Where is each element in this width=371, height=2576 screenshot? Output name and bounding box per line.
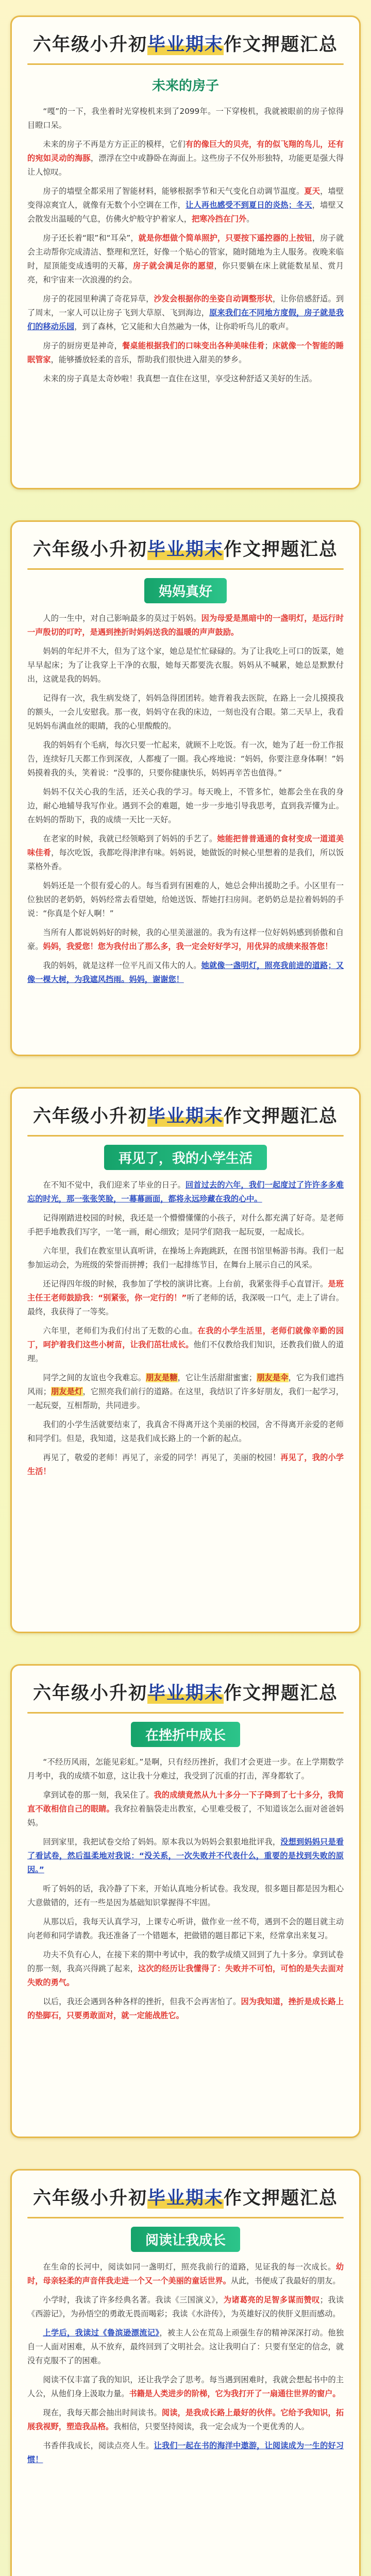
collection-banner xyxy=(27,2184,344,2210)
body-text: 以后，我还会遇到各种各样的挫折，但我不会再害怕了。 xyxy=(43,1997,241,2006)
highlighted-text: 朋友是灯 xyxy=(50,1387,83,1396)
collection-banner xyxy=(27,30,344,56)
highlighted-text: 让人再也感受不到夏日的炎热；冬天 xyxy=(185,200,312,210)
body-text: 房子的花园里种满了奇花异草， xyxy=(43,294,154,303)
highlighted-text: 沙发会根据你的坐姿自动调整形状 xyxy=(154,294,273,303)
body-text: 我的妈妈，就是这样一位平凡而又伟大的人。 xyxy=(43,961,201,970)
body-text: 房子的厨房更是神奇， xyxy=(43,341,123,350)
body-text: 我的妈妈有个毛病，每次只要一忙起来，就顾不上吃饭。有一次，她为了赶一份工作报告，连续好几天都工作到深夜，人都瘦了一圈。我心疼地说：“妈妈，你要注意身体啊！”妈妈摸着我的头，笑着说：“没事的，只要你健康快乐，妈妈再辛苦也值得。” xyxy=(27,740,344,777)
essay-paragraph xyxy=(27,339,344,367)
highlighted-text: 原来我们在不同地方度假，房子就是我们的移动乐园 xyxy=(27,308,344,331)
body-text: 从那以后，我每天认真学习，上课专心听讲，做作业一丝不苟，遇到不会的题目就主动向老师和同学请教。我还准备了一个错题本，把做错的题目都记下来，经常拿出来复习。 xyxy=(27,1917,344,1940)
highlighted-text: 床就像一个智能的睡眠管家 xyxy=(27,341,344,364)
highlighted-text: 夏天 xyxy=(304,187,321,196)
essay-paragraph xyxy=(27,2326,344,2368)
divider xyxy=(27,2217,344,2218)
highlighted-text: 因为我知道，挫折是成长路上的垫脚石，只要勇敢面对，就一定能战胜它。 xyxy=(27,1997,344,2020)
essay-card xyxy=(10,520,361,1056)
highlighted-text: 有的像巨大的贝壳，有的似飞翔的鸟儿，还有的宛如灵动的海豚 xyxy=(27,140,344,163)
body-text: 拿到试卷的那一刻，我呆住了。 xyxy=(43,1790,154,1800)
highlighted-text: 是班主任王老师鼓励我：“别紧张，你一定行的！” xyxy=(27,1279,344,1302)
essay-paragraph xyxy=(27,292,344,334)
body-text: 听了妈妈的话，我冷静了下来，开始认真地分析试卷。我发现，很多题目都是因为粗心大意做错的，还有一些是因为基础知识掌握得不牢固。 xyxy=(27,1884,344,1907)
essay-paragraph xyxy=(27,138,344,179)
essay-paragraph xyxy=(27,1995,344,2023)
essay-paragraph xyxy=(27,1835,344,1877)
body-text: ； xyxy=(264,341,273,350)
essay-title: 妈妈真好 xyxy=(144,578,227,603)
highlighted-text: 房子就会满足你的愿望 xyxy=(132,261,214,270)
highlighted-text: 再见了，我的小学生活！ xyxy=(27,1453,344,1476)
divider xyxy=(27,63,344,65)
body-text: 六年里，我们在教室里认真听讲，在操场上奔跑跳跃，在图书馆里畅游书海。我们一起参加运动会，为班级的荣誉而拼搏；我们一起排练节目，在舞台上展示自己的风采。 xyxy=(27,1246,344,1269)
highlighted-text: 在我的小学生活里，老师们就像辛勤的园丁，呵护着我们这些小树苗，让我们茁壮成长。 xyxy=(27,1326,344,1349)
essay-card xyxy=(10,15,361,489)
essay-title: 在挫折中成长 xyxy=(131,1722,240,1747)
essay-paragraph xyxy=(27,645,344,686)
highlighted-text: 她能把普普通通的食材变成一道道美味佳肴 xyxy=(27,834,344,857)
body-text: 房子的墙壁全都采用了智能材料，能够根据季节和天气变化自动调节温度。 xyxy=(43,187,305,196)
body-text: 阅读不仅丰富了我的知识，还让我学会了思考。每当遇到困难时，我就会想起书中的主人公，从他们身上汲取力量。 xyxy=(27,2375,344,2398)
body-text: 再见了，敬爱的老师！再见了，亲爱的同学！再见了，美丽的校园！ xyxy=(43,1453,281,1462)
highlighted-text: 书籍是人类进步的阶梯，它为我打开了一扇通往世界的窗户。 xyxy=(129,2389,341,2398)
banner-suffix: 作文押题汇总 xyxy=(224,539,339,560)
body-text: ，房子就会主动帮你完成清洁、整理和烹饪，好像一个贴心的管家，随时随地为主人服务。夜晚来临时，屋顶能变成透明的天幕， xyxy=(27,233,344,270)
body-text: 妈妈还是一个很有爱心的人。每当看到有困难的人，她总会伸出援助之手。小区里有一位独居的老奶奶，妈妈经常去看望她，给她送饭、帮她打扫房间。老奶奶总是拉着妈妈的手说：“你真是个好人啊！” xyxy=(27,881,344,918)
body-text: “嘎”的一下，我坐着时光穿梭机来到了2099年。一下穿梭机，我就被眼前的房子惊得目瞪口呆。 xyxy=(27,107,344,130)
highlighted-text: 她就像一盏明灯，照亮我前进的道路；又像一棵大树，为我遮风挡雨。妈妈，谢谢您！ xyxy=(27,961,344,984)
highlighted-text: 就是你想做个简单照护，只要按下遥控器的上按钮 xyxy=(138,233,312,243)
essay-paragraph xyxy=(27,1244,344,1272)
highlighted-text: 为诸葛亮的足智多谋而赞叹 xyxy=(223,2295,320,2304)
essay-title-wrap xyxy=(27,1145,344,1170)
highlighted-text: 幼时，母亲轻柔的声音伴我走进一个又一个美丽的童话世界。 xyxy=(27,2262,344,2285)
essay-title: 未来的房子 xyxy=(151,78,219,94)
essay-paragraph xyxy=(27,1948,344,1990)
highlighted-text: 没想到妈妈只是看了看试卷，然后温柔地对我说：“没关系，一次失败并不代表什么，重要的是找到失败的原因。” xyxy=(27,1837,344,1874)
essay-paragraph xyxy=(27,2260,344,2288)
body-text: 人的一生中，对自己影响最多的莫过于妈妈。 xyxy=(43,614,201,623)
body-text: ，让你倍感舒适。到了周末，一家人可以让房子飞到大草原、飞到海边， xyxy=(27,294,344,317)
body-text: 回到家里，我把试卷交给了妈妈。原本我以为妈妈会狠狠地批评我， xyxy=(43,1837,281,1846)
essay-paragraph xyxy=(27,1882,344,1910)
banner-prefix: 六年级小升初 xyxy=(32,34,147,55)
body-text: 在生命的长河中，阅读如同一盏明灯，照亮我前行的道路，见证我的每一次成长。 xyxy=(43,2262,336,2272)
body-text: ，墙壁变得凉爽宜人，就像有无数个小空调在工作， xyxy=(27,187,344,210)
body-text: 记得有一次，我生病发烧了，妈妈急得团团转。她背着我去医院，在路上一会儿摸摸我的额头，一会儿安慰我。那一夜，妈妈守在我的床边，一刻也没有合眼。第二天早上，我看见妈妈布满血丝的眼睛，我的心里酸酸的。 xyxy=(27,693,344,731)
body-text: ，漂浮在空中或静卧在海面上。这些房子不仅外形独特，功能更是强大得让人惊叹。 xyxy=(27,154,344,177)
essay-paragraph xyxy=(27,785,344,827)
highlighted-text: 上学后，我读过《鲁滨逊漂流记》 xyxy=(43,2328,160,2337)
essay-title-wrap xyxy=(27,73,344,96)
body-text: 房子还长着“眼”和“耳朵”， xyxy=(43,233,139,243)
banner-suffix: 作文押题汇总 xyxy=(224,2188,339,2209)
highlighted-text: 阅读，是我成长路上最好的伙伴。它给予我知识，拓展我视野，塑造我品格。 xyxy=(27,2408,344,2431)
banner-highlight: 毕业期末 xyxy=(147,34,224,55)
body-text: 在老家的时候，我就已经领略到了妈妈的手艺了。 xyxy=(43,834,217,843)
banner-suffix: 作文押题汇总 xyxy=(224,1683,339,1704)
essay-paragraph xyxy=(27,1788,344,1830)
essay-paragraph xyxy=(27,926,344,954)
body-text: 书香伴我成长，阅读点亮人生。 xyxy=(43,2441,154,2450)
essay-paragraph xyxy=(27,1371,344,1413)
body-text: ，到了森林，它又能和大自然融为一体，让你聆听鸟儿的歌声。 xyxy=(74,322,294,331)
body-text: ，能够播放轻柔的音乐，帮助我们很快进入甜美的梦乡。 xyxy=(50,355,247,364)
highlighted-text: 朋友是糖 xyxy=(146,1373,178,1382)
body-text: ，它为我们遮挡风雨； xyxy=(27,1373,344,1396)
banner-suffix: 作文押题汇总 xyxy=(224,34,339,55)
body-text: 。 xyxy=(246,214,255,224)
essay-paragraph xyxy=(27,105,344,132)
highlighted-text: 回首过去的六年，我们一起度过了许许多多难忘的时光，那一张张笑脸，一幕幕画面，都将永远珍藏在我的心中。 xyxy=(27,1180,344,1204)
essay-paragraph xyxy=(27,1451,344,1479)
essay-paragraph xyxy=(27,832,344,874)
banner-highlight: 毕业期末 xyxy=(147,2188,224,2209)
body-text: 未来的房子不再是方方正正的模样，它们 xyxy=(43,140,185,149)
banner-prefix: 六年级小升初 xyxy=(32,2188,147,2209)
body-text: 同学之间的友谊也令我难忘。 xyxy=(43,1373,146,1382)
divider xyxy=(27,1135,344,1137)
essay-paragraph xyxy=(27,184,344,226)
divider xyxy=(27,1712,344,1714)
body-text: ；我读《西游记》，为孙悟空的勇敢无畏而喝彩；我读《水浒传》，为英雄好汉的侠肝义胆而感动。 xyxy=(27,2295,344,2318)
body-text: 记得刚踏进校园的时候，我还是一个懵懵懂懂的小孩子，对什么都充满了好奇。是老师手把手地教我们写字，一笔一画，耐心细致；是同学们陪我一起玩耍，一起成长。 xyxy=(27,1213,344,1236)
essay-title: 再见了，我的小学生活 xyxy=(104,1145,267,1170)
collection-banner xyxy=(27,535,344,561)
body-text: 他们不仅教给我们知识，还教我们做人的道理。 xyxy=(27,1340,344,1363)
highlighted-text: 这次的经历让我懂得了：失败并不可怕，可怕的是失去面对失败的勇气。 xyxy=(27,1964,344,1987)
essay-paragraph xyxy=(27,2439,344,2467)
body-text: 六年里，老师们为我们付出了无数的心血。 xyxy=(43,1326,198,1335)
body-text: ，它照亮我们前行的道路。在这里，我结识了许多好朋友，我们一起学习，一起玩耍，互相帮助，共同进步。 xyxy=(27,1387,344,1410)
body-text: ，你只要躺在床上就能数星星、赏月亮，和宇宙来一次浪漫的约会。 xyxy=(27,261,344,284)
body-text: 听了老师的话，我深吸一口气，走上了讲台。最终，我获得了一等奖。 xyxy=(27,1293,344,1316)
body-text: 未来的房子真是太奇妙啦！我真想一直住在这里，享受这种舒适又美好的生活。 xyxy=(43,374,317,383)
essay-paragraph xyxy=(27,738,344,780)
essay-paragraph xyxy=(27,1277,344,1319)
essay-title-wrap xyxy=(27,2227,344,2252)
banner-prefix: 六年级小升初 xyxy=(32,1683,147,1704)
highlighted-text: 餐桌能根据我们的口味变出各种美味佳肴 xyxy=(122,341,265,350)
essay-paragraph xyxy=(27,879,344,921)
banner-prefix: 六年级小升初 xyxy=(32,1106,147,1127)
essay-paragraph xyxy=(27,1418,344,1446)
essay-paragraph xyxy=(27,1211,344,1239)
essay-card xyxy=(10,1664,361,2138)
essay-paragraph xyxy=(27,1755,344,1783)
body-text: ，每次吃饭，我都吃得津津有味。妈妈说，她做饭的时候心里想着的是我们，所以饭菜格外香。 xyxy=(27,848,344,871)
essay-paragraph xyxy=(27,2373,344,2401)
body-text: 当所有人都说妈妈好的时候，我的心里美滋滋的。我为有这样一位好妈妈感到骄傲和自豪。 xyxy=(27,928,344,951)
banner-prefix: 六年级小升初 xyxy=(32,539,147,560)
essay-title: 阅读让我成长 xyxy=(131,2227,240,2252)
collection-banner xyxy=(27,1679,344,1705)
body-text: 我相信，只要坚持阅读，我一定会成为一个更优秀的人。 xyxy=(113,2422,309,2431)
essay-paragraph xyxy=(27,1324,344,1366)
essay-paragraph xyxy=(27,2293,344,2321)
collection-banner xyxy=(27,1102,344,1128)
banner-highlight: 毕业期末 xyxy=(147,1683,224,1704)
body-text: 从此，书便成了我最好的朋友。 xyxy=(230,2276,341,2285)
banner-highlight: 毕业期末 xyxy=(147,1106,224,1127)
body-text: ，墙壁又会散发出温暖的气息，仿佛火炉般守护着家人， xyxy=(27,200,344,224)
body-text: 在不知不觉中，我们迎来了毕业的日子。 xyxy=(43,1180,185,1190)
body-text: 小学时，我读了许多经典名著。我读《三国演义》， xyxy=(43,2295,224,2304)
body-text: “不经历风雨，怎能见彩虹。”是啊，只有经历挫折，我们才会更进一步。在上学期数学月考中，我的成绩不如意，这让我十分难过，我受到了沉重的打击，浑身都软了。 xyxy=(27,1757,344,1781)
body-text: 妈妈不仅关心我的生活，还关心我的学习。每天晚上，不管多忙，她都会坐在我的身边，耐心地辅导我写作业。遇到不会的难题，她一步一步地引导我思考，直到我弄懂为止。在妈妈的帮助下，我的成绩一天比一天好。 xyxy=(27,787,344,824)
essay-paragraph xyxy=(27,1178,344,1206)
highlighted-text: 我的成绩竟然从九十多分一下子降到了七十多分，我简直不敢相信自己的眼睛。 xyxy=(27,1790,344,1814)
highlighted-text: 朋友是伞 xyxy=(257,1373,289,1382)
highlighted-text: 妈妈，我爱您！您为我付出了那么多，我一定会好好学习，用优异的成绩来报答您！ xyxy=(43,942,333,951)
divider xyxy=(27,568,344,570)
body-text: 我们的小学生活就要结束了，我真舍不得离开这个美丽的校园，舍不得离开亲爱的老师和同学们。但是，我知道，这是我们成长路上的一个新的起点。 xyxy=(27,1420,344,1443)
highlighted-text: 让我们一起在书的海洋中遨游，让阅读成为一生的好习惯！ xyxy=(27,2441,344,2464)
banner-suffix: 作文押题汇总 xyxy=(224,1106,339,1127)
essay-title-wrap xyxy=(27,1722,344,1747)
essay-paragraph xyxy=(27,372,344,386)
essay-paragraph xyxy=(27,1915,344,1943)
body-text: 现在，我每天都会抽出时间读书。 xyxy=(43,2408,162,2417)
essay-title-wrap xyxy=(27,578,344,603)
essay-paragraph xyxy=(27,231,344,287)
body-text: 我耷拉着脑袋走出教室，心里难受极了，不知道该怎么面对爸爸妈妈。 xyxy=(27,1804,344,1827)
banner-highlight: 毕业期末 xyxy=(147,539,224,560)
body-text: 妈妈的年纪并不大，但为了这个家，她总是忙忙碌碌的。为了让我吃上可口的饭菜，她早早起床；为了让我穿上干净的衣服，她每天都要洗衣服。妈妈从不喊累，她总是默默付出，这就是我的妈妈。 xyxy=(27,647,344,684)
body-text: ，被主人公在荒岛上顽强生存的精神深深打动。他独自一人面对困难，从不放弃，最终回到了文明社会。这让我明白了：只要有坚定的信念，就没有克服不了的困难。 xyxy=(27,2328,344,2365)
body-text: ，它让生活甜甜蜜蜜； xyxy=(177,1373,257,1382)
essay-paragraph xyxy=(27,2406,344,2434)
essay-paragraph xyxy=(27,612,344,639)
body-text: 还记得四年级的时候，我参加了学校的演讲比赛。上台前，我紧张得手心直冒汗。 xyxy=(43,1279,328,1289)
essay-paragraph xyxy=(27,959,344,987)
essay-paragraph xyxy=(27,691,344,733)
essay-card xyxy=(10,1087,361,1633)
essay-card xyxy=(10,2169,361,2576)
highlighted-text: 把寒冷挡在门外 xyxy=(191,214,247,224)
body-text: 功夫不负有心人，在接下来的期中考试中，我的数学成绩又回到了九十多分。拿到试卷的那一刻，我高兴得跳了起来， xyxy=(27,1950,344,1973)
highlighted-text: 因为母爱是黑暗中的一盏明灯，是远行时一声殷切的叮咛，是遇到挫折时妈妈送我的温暖的声声鼓励。 xyxy=(27,614,344,637)
